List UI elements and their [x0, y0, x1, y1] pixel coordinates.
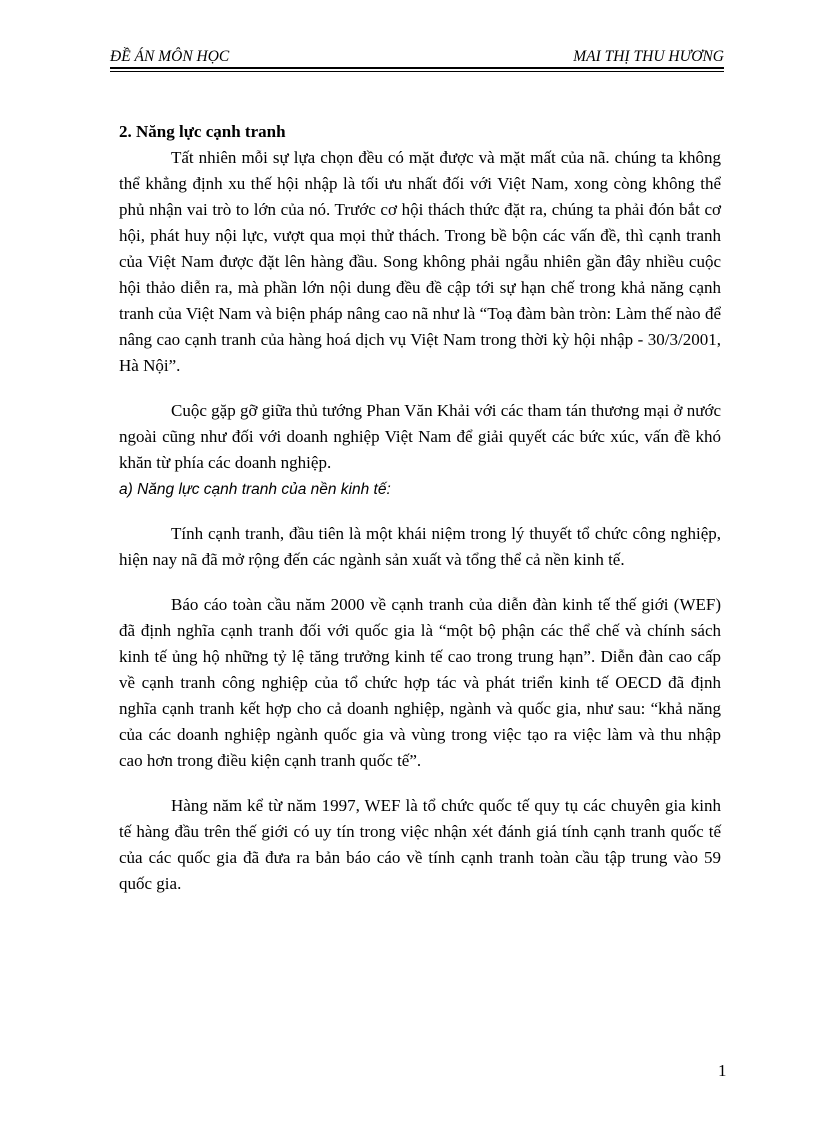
document-body [119, 119, 721, 897]
page-header [110, 46, 724, 70]
paragraph-5: Hàng năm kể từ năm 1997, WEF là tổ chức quốc tế quy tụ các chuyên gia kinh tế hàng đầu trên thế giới có uy tín trong việc nhận xét đánh giá tính cạnh tranh quốc tế của các quốc gia đã đưa ra bản báo cáo về tính cạnh tranh toàn cầu tập trung vào 59 quốc gia. [119, 796, 721, 893]
paragraph-1: Tất nhiên mỗi sự lựa chọn đều có mặt được và mặt mất của nã. chúng ta không thể khẳng định xu thế hội nhập là tối ưu nhất đối với Việt Nam, xong còng không thể phủ nhận vai trò to lớn của nó. Trước cơ hội thách thức đặt ra, chúng ta phải đón bắt cơ hội, phát huy nội lực, vượt qua mọi thử thách. Trong bề bộn các vấn đề, thì cạnh tranh của Việt Nam được đặt lên hàng đầu. Song không phải ngẫu nhiên gần đây nhiều cuộc hội thảo diễn ra, mà phần lớn nội dung đều đề cập tới sự hạn chế trong khả năng cạnh tranh của Việt Nam và biện pháp nâng cao nã như là “Toạ đàm bàn tròn: Làm thế nào để nâng cao cạnh tranh của hàng hoá dịch vụ Việt Nam trong thời kỳ hội nhập - 30/3/2001, Hà Nội”. [119, 148, 721, 375]
paragraph-2: Cuộc gặp gỡ giữa thủ tướng Phan Văn Khải với các tham tán thương mại ở nước ngoài cũng như đối với doanh nghiệp Việt Nam để giải quyết các bức xúc, vấn đề khó khăn từ phía các doanh nghiệp. [119, 401, 721, 472]
subsection-heading: a) Năng lực cạnh tranh của nền kinh tế: [119, 481, 391, 498]
section-title: 2. Năng lực cạnh tranh [119, 122, 286, 141]
header-author-name: MAI THỊ THU HƯƠNG [573, 48, 724, 65]
header-rule-thin [110, 71, 724, 72]
header-course-title: ĐỀ ÁN MÔN HỌC [110, 48, 230, 65]
paragraph-3: Tính cạnh tranh, đầu tiên là một khái niệm trong lý thuyết tổ chức công nghiệp, hiện nay nã đã mở rộng đến các ngành sản xuất và tổng thể cả nền kinh tế. [119, 524, 721, 569]
header-rule-thick [110, 67, 724, 69]
paragraph-4: Báo cáo toàn cầu năm 2000 về cạnh tranh của diễn đàn kinh tế thế giới (WEF) đã định nghĩa cạnh tranh đối với quốc gia là “một bộ phận các thể chế và chính sách kinh tế ủng hộ những tỷ lệ tăng trưởng kinh tế cao trong trung hạn”. Diễn đàn cao cấp về cạnh tranh công nghiệp của tổ chức hợp tác và phát triển kinh tế OECD đã định nghĩa cạnh tranh kết hợp cho cả doanh nghiệp, ngành và quốc gia, như sau: “khả năng của các doanh nghiệp ngành quốc gia và vùng trong việc tạo ra việc làm và thu nhập cao hơn trong điều kiện cạnh tranh quốc tế”. [119, 595, 721, 770]
page-number: 1 [718, 1061, 727, 1080]
